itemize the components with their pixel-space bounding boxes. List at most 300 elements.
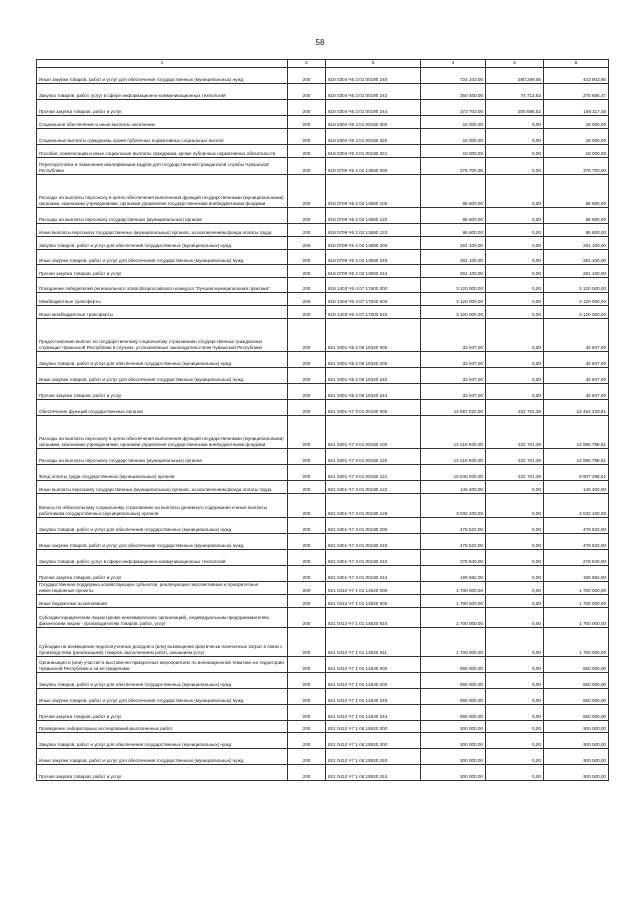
classification-code-cell: 818 0304 Ч5 3 01 00190 321: [326, 144, 421, 157]
admin-code-cell: 200: [288, 318, 326, 351]
approved-amount-cell: 18 000,00: [421, 144, 486, 157]
classification-code-cell: 818 0709 Ч5 2 02 13690 122: [326, 223, 421, 236]
column-number: 5: [486, 60, 544, 68]
column-number: 6: [544, 60, 609, 68]
executed-amount-cell: 0,00: [486, 748, 544, 764]
classification-code-cell: 821 0401 Ч7 3 01 00190 121: [326, 464, 421, 480]
executed-amount-cell: 0,00: [486, 292, 544, 305]
executed-amount-cell: 0,00: [486, 764, 544, 780]
expense-name-cell: Прочая закупка товаров, работ и услуг: [37, 383, 288, 399]
classification-code-cell: 821 0401 Ч7 3 01 00190 120: [326, 448, 421, 464]
table-row: [37, 144, 609, 157]
remaining-amount-cell: 1 700 000,00: [544, 581, 609, 594]
classification-code-cell: 821 0401 Ч7 3 01 00190 000: [326, 399, 421, 415]
expense-name-cell: Поощрение победителей регионального этапа Всероссийского конкурса "Лучшая муниципальная практика": [37, 277, 288, 292]
approved-amount-cell: 13 218 500,00: [421, 448, 486, 464]
table-row: [37, 732, 609, 748]
table-row: [37, 764, 609, 780]
admin-code-cell: 200: [288, 115, 326, 128]
expense-name-cell: Закупка товаров, работ и услуг для обеспечения государственных (муниципальных) нужд: [37, 732, 288, 748]
remaining-amount-cell: 300 000,00: [544, 732, 609, 748]
expense-name-cell: Иные закупки товаров, работ и услуг для обеспечения государственных (муниципальных) нужд: [37, 688, 288, 704]
expense-name-cell: Иные бюджетные ассигнования: [37, 594, 288, 607]
approved-amount-cell: 300 000,00: [421, 732, 486, 748]
table-row: [37, 480, 609, 493]
table-row: [37, 517, 609, 533]
remaining-amount-cell: 3 120 000,00: [544, 305, 609, 318]
table-row: [37, 581, 609, 594]
admin-code-cell: 200: [288, 383, 326, 399]
table-body: [37, 60, 609, 781]
table-row: [37, 351, 609, 367]
approved-amount-cell: 478 522,00: [421, 533, 486, 549]
classification-code-cell: 821 0401 Ч7 3 01 00190 242: [326, 549, 421, 565]
table-row: [37, 318, 609, 351]
approved-amount-cell: 18 000,00: [421, 115, 486, 128]
classification-code-cell: 821 0412 Ч7 1 04 14630 200: [326, 672, 421, 688]
executed-amount-cell: 0,00: [486, 207, 544, 223]
table-row: [37, 627, 609, 656]
expense-name-cell: Прочая закупка товаров, работ и услуг: [37, 565, 288, 581]
admin-code-cell: 200: [288, 533, 326, 549]
page-number: 58: [315, 38, 325, 47]
expense-name-cell: Государственная поддержка хозяйствующих субъектов, реализующих перспективные и приоритетные инвестиционные проекты: [37, 581, 288, 594]
classification-code-cell: 818 0304 Ч5 3 01 00190 300: [326, 115, 421, 128]
remaining-amount-cell: 13 464 320,61: [544, 399, 609, 415]
executed-amount-cell: 0,00: [486, 318, 544, 351]
expense-name-cell: Пособия, компенсации и иные социальные выплаты гражданам, кроме публичных нормативных обязательств: [37, 144, 288, 157]
executed-amount-cell: 0,00: [486, 672, 544, 688]
approved-amount-cell: 281 100,00: [421, 264, 486, 277]
budget-execution-table: [36, 59, 609, 781]
executed-amount-cell: 0,00: [486, 493, 544, 517]
remaining-amount-cell: 1 700 000,00: [544, 607, 609, 627]
remaining-amount-cell: 18 000,00: [544, 128, 609, 144]
classification-code-cell: 821 0401 Ч7 3 01 00190 244: [326, 565, 421, 581]
remaining-amount-cell: 650 000,00: [544, 704, 609, 720]
approved-amount-cell: 650 000,00: [421, 656, 486, 672]
admin-code-cell: 200: [288, 594, 326, 607]
expense-name-cell: Закупка товаров, работ и услуг для обеспечения государственных (муниципальных) нужд: [37, 351, 288, 367]
remaining-amount-cell: 300 000,00: [544, 748, 609, 764]
approved-amount-cell: 95 600,00: [421, 207, 486, 223]
expense-name-cell: Закупка товаров, работ и услуг для обеспечения государственных (муниципальных) нужд: [37, 236, 288, 249]
approved-amount-cell: 10 040 000,00: [421, 464, 486, 480]
classification-code-cell: 818 0304 Ч5 3 01 00190 244: [326, 99, 421, 115]
executed-amount-cell: 0,00: [486, 264, 544, 277]
executed-amount-cell: 0,00: [486, 480, 544, 493]
table-row: [37, 157, 609, 174]
approved-amount-cell: 33 947,00: [421, 318, 486, 351]
approved-amount-cell: 281 100,00: [421, 236, 486, 249]
remaining-amount-cell: 33 947,00: [544, 318, 609, 351]
table-row: [37, 249, 609, 264]
remaining-amount-cell: 281 100,00: [544, 236, 609, 249]
column-number: 4: [421, 60, 486, 68]
remaining-amount-cell: 3 032 100,00: [544, 493, 609, 517]
classification-code-cell: 821 0401 Ч5 2 05 15320 244: [326, 383, 421, 399]
expense-name-cell: Взносы по обязательному социальному страхованию на выплаты денежного содержания и иные выплаты работникам государственных (муниципальных) органов: [37, 493, 288, 517]
classification-code-cell: 818 0304 Ч5 3 01 00190 242: [326, 83, 421, 99]
remaining-amount-cell: 95 600,00: [544, 207, 609, 223]
classification-code-cell: 818 0304 Ч5 3 01 00190 320: [326, 128, 421, 144]
executed-amount-cell: 0,00: [486, 627, 544, 656]
admin-code-cell: 200: [288, 764, 326, 780]
expense-name-cell: Прочая закупка товаров, работ и услуг: [37, 264, 288, 277]
expense-name-cell: Иные закупки товаров, работ и услуг для обеспечения государственных (муниципальных) нужд: [37, 367, 288, 383]
admin-code-cell: 200: [288, 607, 326, 627]
expense-name-cell: Расходы на выплаты персоналу государственных (муниципальных) органов: [37, 448, 288, 464]
executed-amount-cell: 0,00: [486, 533, 544, 549]
executed-amount-cell: 0,00: [486, 607, 544, 627]
executed-amount-cell: 232 701,39: [486, 415, 544, 448]
table-row: [37, 207, 609, 223]
table-row: [37, 115, 609, 128]
expense-name-cell: Иные закупки товаров, работ и услуг для обеспечения государственных (муниципальных) нужд: [37, 748, 288, 764]
remaining-amount-cell: 33 947,00: [544, 367, 609, 383]
executed-amount-cell: 0,00: [486, 157, 544, 174]
expense-name-cell: Переподготовка и повышение квалификации кадров для государственной гражданской службы Чувашской Республики: [37, 157, 288, 174]
approved-amount-cell: 1 700 000,00: [421, 627, 486, 656]
table-row: [37, 415, 609, 448]
table-row: [37, 549, 609, 565]
expense-name-cell: Расходы на выплаты персоналу в целях обеспечения выполнения функций государственными (муниципальными) органами, казенными учреждениями, органами управления государственными внебюджетными фондами: [37, 174, 288, 207]
approved-amount-cell: 300 000,00: [421, 764, 486, 780]
admin-code-cell: 200: [288, 748, 326, 764]
remaining-amount-cell: 300 000,00: [544, 764, 609, 780]
classification-code-cell: 821 0412 Ч7 1 06 15520 244: [326, 764, 421, 780]
approved-amount-cell: 13 697 022,00: [421, 399, 486, 415]
classification-code-cell: 821 0401 Ч7 3 01 00190 129: [326, 493, 421, 517]
remaining-amount-cell: 168 117,48: [544, 99, 609, 115]
expense-name-cell: Прочая закупка товаров, работ и услуг: [37, 704, 288, 720]
expense-name-cell: Расходы на выплаты персоналу государственных (муниципальных) органов: [37, 207, 288, 223]
table-row: [37, 748, 609, 764]
admin-code-cell: 200: [288, 656, 326, 672]
table-row: [37, 493, 609, 517]
admin-code-cell: 200: [288, 549, 326, 565]
executed-amount-cell: 0,00: [486, 236, 544, 249]
approved-amount-cell: 1 700 000,00: [421, 594, 486, 607]
executed-amount-cell: 0,00: [486, 367, 544, 383]
remaining-amount-cell: 95 600,00: [544, 174, 609, 207]
admin-code-cell: 200: [288, 144, 326, 157]
approved-amount-cell: 281 100,00: [421, 249, 486, 264]
expense-name-cell: Закупка товаров, работ, услуг в сфере информационно-коммуникационных технологий: [37, 549, 288, 565]
expense-name-cell: Иные межбюджетные трансферты: [37, 305, 288, 318]
classification-code-cell: 821 0412 Ч7 1 01 14620 000: [326, 581, 421, 594]
approved-amount-cell: 3 120 000,00: [421, 277, 486, 292]
executed-amount-cell: 0,00: [486, 688, 544, 704]
table-row: [37, 264, 609, 277]
admin-code-cell: 200: [288, 128, 326, 144]
approved-amount-cell: 3 120 000,00: [421, 305, 486, 318]
approved-amount-cell: 373 703,00: [421, 99, 486, 115]
classification-code-cell: 821 0401 Ч5 2 05 15320 240: [326, 367, 421, 383]
admin-code-cell: 200: [288, 223, 326, 236]
executed-amount-cell: 232 701,39: [486, 448, 544, 464]
executed-amount-cell: 0,00: [486, 656, 544, 672]
executed-amount-cell: 0,00: [486, 383, 544, 399]
executed-amount-cell: 232 701,39: [486, 399, 544, 415]
classification-code-cell: 821 0412 Ч7 1 01 14620 800: [326, 594, 421, 607]
remaining-amount-cell: 95 600,00: [544, 223, 609, 236]
expense-name-cell: Закупка товаров, работ, услуг в сфере информационно-коммуникационных технологий: [37, 83, 288, 99]
approved-amount-cell: 1 700 000,00: [421, 581, 486, 594]
classification-code-cell: 821 0412 Ч7 1 04 14630 244: [326, 704, 421, 720]
remaining-amount-cell: 146 400,00: [544, 480, 609, 493]
table-row: [37, 305, 609, 318]
remaining-amount-cell: 278 840,00: [544, 549, 609, 565]
executed-amount-cell: 0,00: [486, 174, 544, 207]
remaining-amount-cell: 275 686,47: [544, 83, 609, 99]
remaining-amount-cell: 650 000,00: [544, 672, 609, 688]
admin-code-cell: 200: [288, 415, 326, 448]
remaining-amount-cell: 3 120 000,00: [544, 277, 609, 292]
approved-amount-cell: 199 682,00: [421, 565, 486, 581]
approved-amount-cell: 478 522,00: [421, 517, 486, 533]
remaining-amount-cell: 281 100,00: [544, 249, 609, 264]
approved-amount-cell: 300 000,00: [421, 720, 486, 732]
admin-code-cell: 200: [288, 688, 326, 704]
executed-amount-cell: 0,00: [486, 115, 544, 128]
classification-code-cell: 821 0412 Ч7 1 01 14620 810: [326, 607, 421, 627]
admin-code-cell: 200: [288, 672, 326, 688]
executed-amount-cell: 0,00: [486, 720, 544, 732]
classification-code-cell: 818 0304 Ч5 3 01 00190 240: [326, 67, 421, 83]
column-number: 2: [288, 60, 326, 68]
remaining-amount-cell: 650 000,00: [544, 688, 609, 704]
approved-amount-cell: 3 120 000,00: [421, 292, 486, 305]
admin-code-cell: 200: [288, 704, 326, 720]
classification-code-cell: 821 0401 Ч5 2 05 15320 200: [326, 351, 421, 367]
expense-name-cell: Расходы на выплаты персоналу в целях обеспечения выполнения функций государственными (муниципальными) органами, казенными учреждениями, органами управления государственными внебюджетными фондами: [37, 415, 288, 448]
table-row: [37, 656, 609, 672]
expense-name-cell: Субсидии юридическим лицам (кроме некоммерческих организаций), индивидуальным предпринимателям, физическим лицам - производителям товаров, работ, услуг: [37, 607, 288, 627]
remaining-amount-cell: 12 985 798,61: [544, 415, 609, 448]
approved-amount-cell: 350 400,00: [421, 83, 486, 99]
executed-amount-cell: 205 585,52: [486, 99, 544, 115]
expense-name-cell: Иные выплаты персоналу государственных (муниципальных) органов, за исключением фонда оплаты труда: [37, 480, 288, 493]
expense-name-cell: Предоставление выплат по государственному социальному страхованию государственных гражданских служащих Чувашской Республики в случаях, установленных законодательством Чувашской Республики: [37, 318, 288, 351]
expense-name-cell: Проведение лабораторных исследований выполненных работ: [37, 720, 288, 732]
approved-amount-cell: 1 700 000,00: [421, 607, 486, 627]
admin-code-cell: 200: [288, 99, 326, 115]
table-row: [37, 720, 609, 732]
table-row: [37, 383, 609, 399]
admin-code-cell: 200: [288, 67, 326, 83]
admin-code-cell: 200: [288, 464, 326, 480]
admin-code-cell: 200: [288, 207, 326, 223]
admin-code-cell: 200: [288, 493, 326, 517]
approved-amount-cell: 95 600,00: [421, 223, 486, 236]
classification-code-cell: 821 0412 Ч7 1 04 14630 000: [326, 656, 421, 672]
admin-code-cell: 200: [288, 157, 326, 174]
remaining-amount-cell: 33 947,00: [544, 383, 609, 399]
executed-amount-cell: 0,00: [486, 144, 544, 157]
admin-code-cell: 200: [288, 305, 326, 318]
admin-code-cell: 200: [288, 249, 326, 264]
classification-code-cell: 821 0412 Ч7 1 06 15520 240: [326, 748, 421, 764]
expense-name-cell: Обеспечение функций государственных органов: [37, 399, 288, 415]
classification-code-cell: 818 0709 Ч5 2 02 13690 000: [326, 157, 421, 174]
remaining-amount-cell: 33 947,00: [544, 351, 609, 367]
column-number: 1: [37, 60, 288, 68]
admin-code-cell: 200: [288, 83, 326, 99]
table-row: [37, 672, 609, 688]
classification-code-cell: 818 1403 Ч5 4 07 17600 500: [326, 292, 421, 305]
approved-amount-cell: 650 000,00: [421, 704, 486, 720]
classification-code-cell: 821 0401 Ч7 3 01 00190 122: [326, 480, 421, 493]
classification-code-cell: 818 1403 Ч5 4 07 17600 000: [326, 277, 421, 292]
admin-code-cell: 200: [288, 517, 326, 533]
table-row: [37, 448, 609, 464]
remaining-amount-cell: 3 120 000,00: [544, 292, 609, 305]
approved-amount-cell: 13 218 500,00: [421, 415, 486, 448]
table-row: [37, 67, 609, 83]
classification-code-cell: 818 0709 Ч5 2 02 13690 200: [326, 236, 421, 249]
executed-amount-cell: 0,00: [486, 351, 544, 367]
executed-amount-cell: 0,00: [486, 549, 544, 565]
admin-code-cell: 200: [288, 277, 326, 292]
table-row: [37, 277, 609, 292]
approved-amount-cell: 18 000,00: [421, 128, 486, 144]
admin-code-cell: 200: [288, 264, 326, 277]
classification-code-cell: 821 0401 Ч5 2 05 15320 000: [326, 318, 421, 351]
table-row: [37, 223, 609, 236]
expense-name-cell: Прочая закупка товаров, работ и услуг: [37, 99, 288, 115]
approved-amount-cell: 33 947,00: [421, 351, 486, 367]
executed-amount-cell: 0,00: [486, 732, 544, 748]
admin-code-cell: 200: [288, 720, 326, 732]
executed-amount-cell: 0,00: [486, 128, 544, 144]
table-row: [37, 83, 609, 99]
admin-code-cell: 200: [288, 367, 326, 383]
admin-code-cell: 200: [288, 174, 326, 207]
executed-amount-cell: 0,00: [486, 305, 544, 318]
expense-name-cell: Иные закупки товаров, работ и услуг для обеспечения государственных (муниципальных) нужд: [37, 249, 288, 264]
remaining-amount-cell: 443 803,95: [544, 67, 609, 83]
expense-name-cell: Иные закупки товаров, работ и услуг для обеспечения государственных (муниципальных) нужд: [37, 67, 288, 83]
remaining-amount-cell: 281 100,00: [544, 264, 609, 277]
executed-amount-cell: 0,00: [486, 249, 544, 264]
remaining-amount-cell: 9 807 298,61: [544, 464, 609, 480]
table-row: [37, 174, 609, 207]
expense-name-cell: Социальные выплаты гражданам, кроме публичных нормативных социальных выплат: [37, 128, 288, 144]
table-row: [37, 367, 609, 383]
approved-amount-cell: 724 103,00: [421, 67, 486, 83]
remaining-amount-cell: 650 000,00: [544, 656, 609, 672]
classification-code-cell: 821 0401 Ч7 3 01 00190 200: [326, 517, 421, 533]
expense-name-cell: Иные выплаты персоналу государственных (муниципальных) органов, за исключением фонда оплаты труда: [37, 223, 288, 236]
executed-amount-cell: 0,00: [486, 594, 544, 607]
classification-code-cell: 821 0412 Ч7 1 06 15520 000: [326, 720, 421, 732]
admin-code-cell: 200: [288, 351, 326, 367]
approved-amount-cell: 650 000,00: [421, 672, 486, 688]
remaining-amount-cell: 300 000,00: [544, 720, 609, 732]
classification-code-cell: 818 0709 Ч5 2 02 13690 240: [326, 249, 421, 264]
expense-name-cell: Организация и (или) участие в выставочно-ярмарочных мероприятиях по инновационной тематике на территории Чувашской Республики и за ее пределами: [37, 656, 288, 672]
table-row: [37, 607, 609, 627]
table-row: [37, 704, 609, 720]
expense-name-cell: Субсидии на возмещение недополученных доходов и (или) возмещение фактически понесенных затрат в связи с производством (реализацией) товаров, выполнением работ, оказанием услуг: [37, 627, 288, 656]
table-row: [37, 565, 609, 581]
executed-amount-cell: 0,00: [486, 565, 544, 581]
remaining-amount-cell: 478 522,00: [544, 533, 609, 549]
admin-code-cell: 200: [288, 236, 326, 249]
approved-amount-cell: 650 000,00: [421, 688, 486, 704]
approved-amount-cell: 300 000,00: [421, 748, 486, 764]
expense-name-cell: Межбюджетные трансферты: [37, 292, 288, 305]
expense-name-cell: Социальное обеспечение и иные выплаты населению: [37, 115, 288, 128]
executed-amount-cell: 0,00: [486, 581, 544, 594]
approved-amount-cell: 146 400,00: [421, 480, 486, 493]
table-row: [37, 594, 609, 607]
admin-code-cell: 200: [288, 581, 326, 594]
classification-code-cell: 821 0401 Ч7 3 01 00190 100: [326, 415, 421, 448]
executed-amount-cell: 0,00: [486, 517, 544, 533]
approved-amount-cell: 278 840,00: [421, 549, 486, 565]
executed-amount-cell: 232 701,39: [486, 464, 544, 480]
classification-code-cell: 821 0412 Ч7 1 06 15520 200: [326, 732, 421, 748]
remaining-amount-cell: 12 985 798,61: [544, 448, 609, 464]
executed-amount-cell: 74 713,53: [486, 83, 544, 99]
remaining-amount-cell: 18 000,00: [544, 144, 609, 157]
classification-code-cell: 821 0412 Ч7 1 01 14620 811: [326, 627, 421, 656]
expense-name-cell: Прочая закупка товаров, работ и услуг: [37, 764, 288, 780]
admin-code-cell: 200: [288, 565, 326, 581]
classification-code-cell: 821 0401 Ч7 3 01 00190 240: [326, 533, 421, 549]
executed-amount-cell: 0,00: [486, 277, 544, 292]
remaining-amount-cell: 1 700 000,00: [544, 594, 609, 607]
expense-name-cell: Иные закупки товаров, работ и услуг для обеспечения государственных (муниципальных) нужд: [37, 533, 288, 549]
remaining-amount-cell: 1 700 000,00: [544, 627, 609, 656]
classification-code-cell: 818 1403 Ч5 4 07 17600 540: [326, 305, 421, 318]
table-row: [37, 99, 609, 115]
executed-amount-cell: 0,00: [486, 704, 544, 720]
classification-code-cell: 821 0412 Ч7 1 04 14630 240: [326, 688, 421, 704]
classification-code-cell: 818 0709 Ч5 2 02 13690 100: [326, 174, 421, 207]
column-number: 3: [326, 60, 421, 68]
remaining-amount-cell: 376 700,00: [544, 157, 609, 174]
expense-name-cell: Закупка товаров, работ и услуг для обеспечения государственных (муниципальных) нужд: [37, 517, 288, 533]
admin-code-cell: 200: [288, 732, 326, 748]
remaining-amount-cell: 478 522,00: [544, 517, 609, 533]
approved-amount-cell: 33 947,00: [421, 383, 486, 399]
approved-amount-cell: 33 947,00: [421, 367, 486, 383]
approved-amount-cell: 376 700,00: [421, 157, 486, 174]
admin-code-cell: 200: [288, 399, 326, 415]
classification-code-cell: 818 0709 Ч5 2 02 13690 244: [326, 264, 421, 277]
admin-code-cell: 200: [288, 448, 326, 464]
expense-name-cell: Закупка товаров, работ и услуг для обеспечения государственных (муниципальных) нужд: [37, 672, 288, 688]
table-row: [37, 533, 609, 549]
executed-amount-cell: 0,00: [486, 223, 544, 236]
remaining-amount-cell: 199 682,00: [544, 565, 609, 581]
admin-code-cell: 200: [288, 480, 326, 493]
classification-code-cell: 818 0709 Ч5 2 02 13690 120: [326, 207, 421, 223]
table-row: [37, 688, 609, 704]
expense-name-cell: Фонд оплаты труда государственных (муниципальных) органов: [37, 464, 288, 480]
table-row: [37, 292, 609, 305]
table-row: [37, 128, 609, 144]
table-row: [37, 399, 609, 415]
remaining-amount-cell: 18 000,00: [544, 115, 609, 128]
approved-amount-cell: 3 032 100,00: [421, 493, 486, 517]
table-row: [37, 236, 609, 249]
executed-amount-cell: 280 299,05: [486, 67, 544, 83]
admin-code-cell: 200: [288, 627, 326, 656]
